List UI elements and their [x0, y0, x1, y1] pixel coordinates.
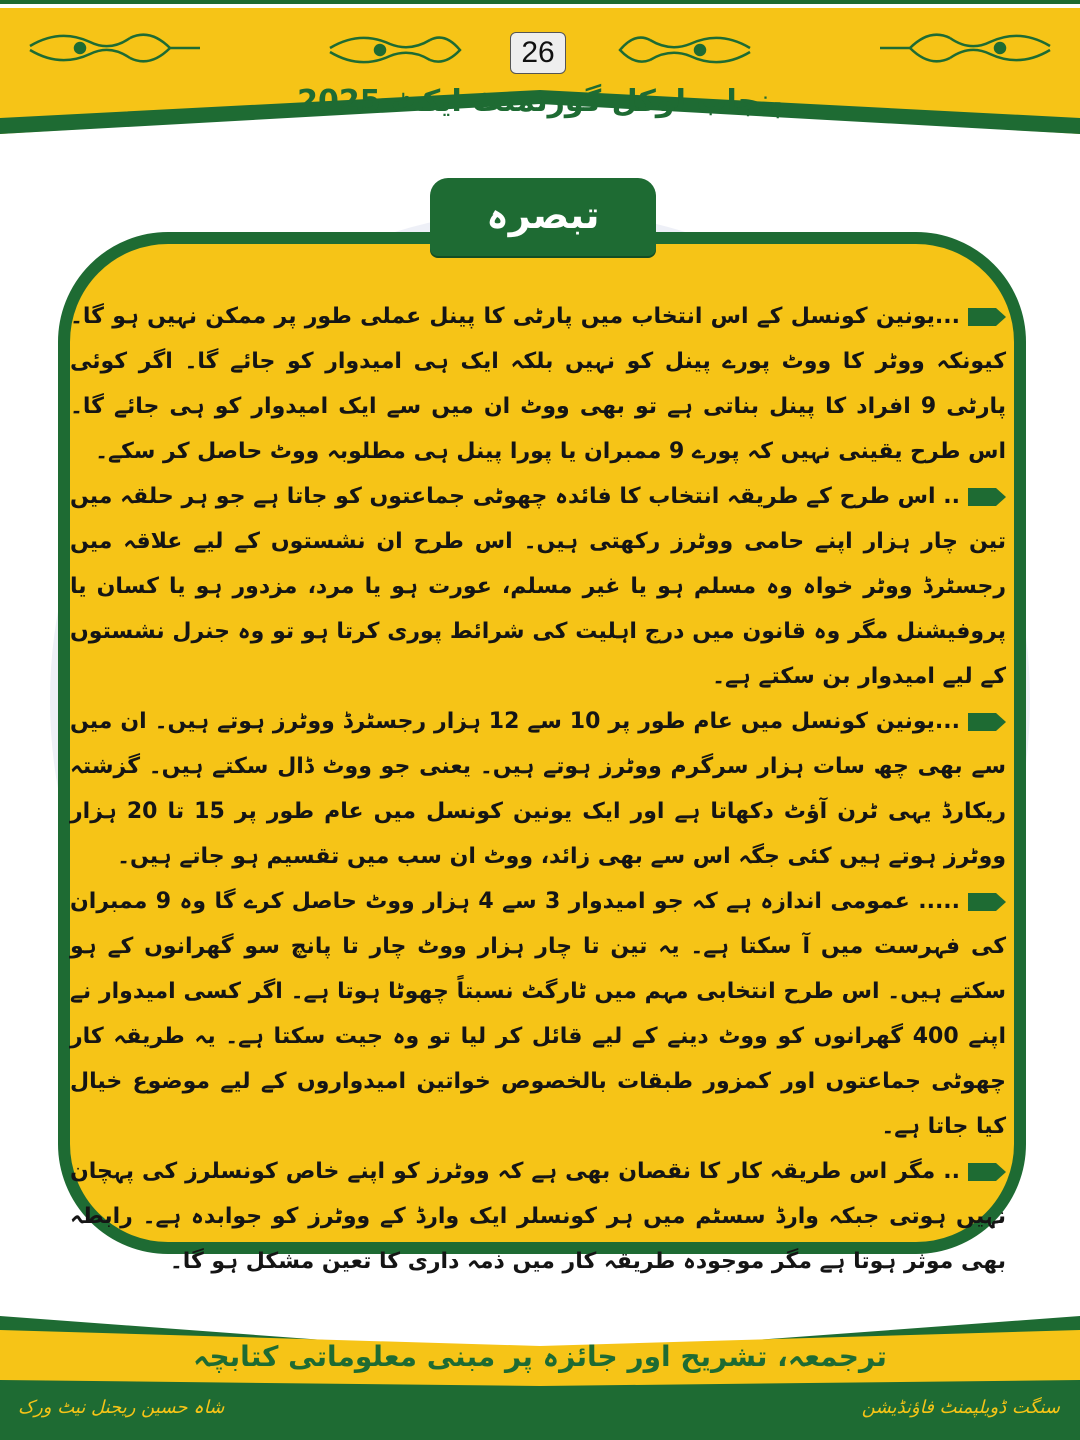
section-title: تبصرہ: [430, 178, 656, 256]
footer-left-organization: شاہ حسین ریجنل نیٹ ورک: [18, 1397, 225, 1418]
arrow-bullet-icon: [968, 486, 1006, 508]
page-number: 26: [510, 32, 566, 74]
top-border-line: [0, 0, 1080, 4]
footer-title: ترجمعہ، تشریح اور جائزہ پر مبنی معلوماتی کتابچہ: [193, 1340, 887, 1373]
arrow-bullet-icon: [968, 306, 1006, 328]
arrow-bullet-icon: [968, 1161, 1006, 1183]
paragraph-text: .. اس طرح کے طریقہ انتخاب کا فائدہ چھوٹی جماعتوں کو جاتا ہے جو ہر حلقہ میں تین چار ہزار اپنے حامی ووٹرز رکھتی ہیں۔ اس طرح ان نشستوں کے لیے علاقہ میں رجسٹرڈ ووٹر خواہ وہ مسلم ہو یا غیر مسلم، عورت ہو یا مرد، مزدور ہو یا کسان یا پروفیشنل مگر وہ قانون میں درج اہلیت کی شرائط پوری کرتا ہو تو وہ جنرل نشستوں کے لیے امیدوار بن سکتے ہے۔: [70, 484, 1006, 689]
paragraph-text: .. مگر اس طریقہ کار کا نقصان بھی ہے کہ ووٹرز کو اپنے خاص کونسلرز کی پہچان نہیں ہوتی جبکہ وارڈ سسٹم میں ہر کونسلر ایک وارڈ کے ووٹرز کو جوابدہ ہے۔ رابطہ بھی موثر ہوتا ہے مگر موجودہ طریقہ کار میں ذمہ داری کا تعین مشکل ہو گا۔: [70, 1159, 1006, 1274]
paragraph: [70, 1149, 1006, 1284]
paragraph: [70, 879, 1006, 1149]
header-title: پنجاب لوکل گورنمنٹ ایکٹ 2025: [297, 84, 783, 119]
arrow-bullet-icon: [968, 891, 1006, 913]
arrow-bullet-icon: [968, 711, 1006, 733]
paragraph: [70, 699, 1006, 879]
commentary-body: [70, 294, 1006, 1284]
paragraph-text: ...یونین کونسل میں عام طور پر 10 سے 12 ہزار رجسٹرڈ ووٹرز ہوتے ہیں۔ ان میں سے بھی چھ سات ہزار سرگرم ووٹرز ہوتے ہیں۔ یعنی جو ووٹ ڈال سکتے ہیں۔ گزشتہ ریکارڈ یہی ٹرن آؤٹ دکھاتا ہے اور ایک یونین کونسل میں عام طور پر 15 تا 20 ہزار ووٹرز ہوتے ہیں کئی جگہ اس سے بھی زائد، ووٹ ان سب میں تقسیم ہو جاتے ہیں۔: [70, 709, 1006, 869]
footer-right-organization: سنگت ڈویلپمنٹ فاؤنڈیشن: [861, 1397, 1060, 1418]
paragraph-text: ...یونین کونسل کے اس انتخاب میں پارٹی کا پینل عملی طور پر ممکن نہیں ہو گا۔ کیونکہ ووٹر کا ووٹ پورے پینل کو نہیں بلکہ ایک ہی امیدوار کو جائے گا۔ اگر کوئی پارٹی 9 افراد کا پینل بناتی ہے تو بھی ووٹ ان میں سے ایک امیدوار کو ہی جائے گا۔ اس طرح یقینی نہیں کہ پورے 9 ممبران یا پورا پینل ہی مطلوبہ ووٹ حاصل کر سکے۔: [70, 304, 1007, 464]
paragraph: [70, 474, 1006, 699]
paragraph: [70, 294, 1006, 474]
paragraph-text: ..... عمومی اندازہ ہے کہ جو امیدوار 3 سے 4 ہزار ووٹ حاصل کرے گا وہ 9 ممبران کی فہرست میں آ سکتا ہے۔ یہ تین تا چار ہزار ووٹ چار تا پانچ سو گھرانوں کے ہو سکتے ہیں۔ اس طرح انتخابی مہم میں ٹارگٹ نسبتاً چھوٹا ہوتا ہے۔ اگر کسی امیدوار نے اپنے 400 گھرانوں کو ووٹ دینے کے لیے قائل کر لیا تو وہ جیت سکتا ہے۔ یہ طریقہ کار چھوٹی جماعتوں اور کمزور طبقات بالخصوص خواتین امیدواروں کے لیے موضوع خیال کیا جاتا ہے۔: [70, 889, 1006, 1139]
